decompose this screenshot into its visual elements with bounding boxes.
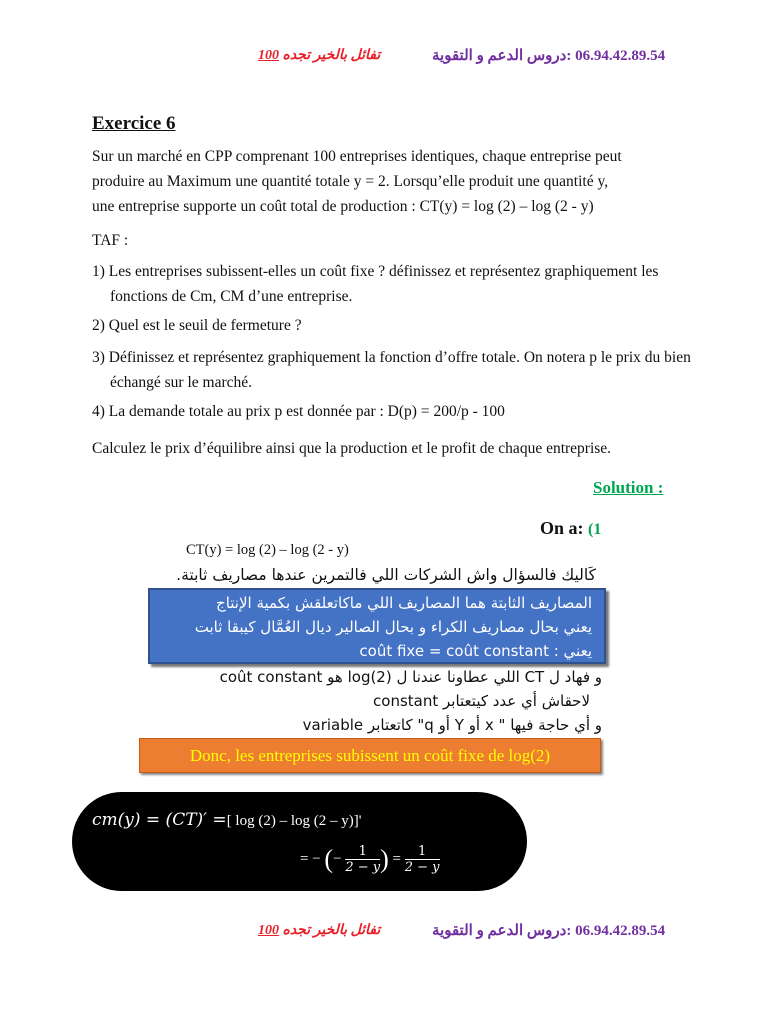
- exercise-statement-line-2: produire au Maximum une quantité totale y = 2. Lorsqu’elle produit une quantité y,: [92, 173, 609, 190]
- question-3: 3) Définissez et représentez graphiquement la fonction d’offre totale. On notera p le prix du bien échangé sur le marché.: [92, 349, 691, 391]
- arabic-explanation-line-3: لاحقاش أي عدد كيتعتابر constant: [373, 692, 590, 710]
- eq2-equals: =: [392, 850, 401, 867]
- question-1: 1) Les entreprises subissent-elles un coût fixe ? définissez et représentez graphiquement les fonctions de Cm, CM d’une entreprise.: [92, 263, 659, 305]
- box-line-2: يعني بحال مصاريف الكراء و بحال الصالير ديال العُمَّال كيبقا ثابت: [194, 618, 592, 636]
- page-header: [0, 47, 768, 67]
- solution-heading: Solution :: [593, 478, 664, 497]
- fraction-1: [345, 844, 380, 875]
- on-a-label: On a:: [540, 518, 584, 538]
- question-5: Calculez le prix d’équilibre ainsi que la production et le profit de chaque entreprise.: [92, 440, 612, 457]
- box-line-3: يعني : coût fixe = coût constant: [359, 642, 592, 660]
- open-paren: (: [324, 844, 334, 874]
- header-contact: 06.94.42.89.54 :دروس الدعم و التقوية: [432, 48, 666, 64]
- derivative-equation-box: [72, 792, 527, 891]
- close-paren: ): [380, 844, 389, 874]
- footer-contact: 06.94.42.89.54 :دروس الدعم و التقوية: [432, 923, 666, 939]
- question-4: 4) La demande totale au prix p est donnée par : D(p) = 200/p - 100: [92, 403, 505, 420]
- derivative-equation-line-1: [92, 810, 361, 830]
- footer-slogan: تفائل بالخير تجده 100: [258, 923, 381, 938]
- exercise-statement-line-3: une entreprise supporte un coût total de production : CT(y) = log (2) – log (2 - y): [92, 198, 594, 215]
- conclusion-box: Donc, les entreprises subissent un coût fixe de log(2): [139, 738, 601, 773]
- derivative-lhs: cm(y) = (CT)′ =: [92, 810, 227, 830]
- on-a-heading: [540, 518, 601, 539]
- arabic-explanation-line-2: و فهاد ل CT اللي عطاونا عندنا ل log(2) هو coût constant: [219, 668, 602, 686]
- fraction-2-denominator: 2 − y: [404, 860, 440, 875]
- taf-label: TAF :: [92, 232, 129, 249]
- header-slogan: تفائل بالخير تجده 100: [258, 48, 381, 63]
- arabic-explanation-line-1: كَاليك فالسؤال واش الشركات اللي فالتمرين عندها مصاريف ثابتة.: [176, 566, 596, 584]
- exercise-statement-line-1: Sur un marché en CPP comprenant 100 entreprises identiques, chaque entreprise peut: [92, 148, 622, 165]
- exercise-title: Exercice 6: [92, 113, 176, 134]
- eq2-prefix: = −: [300, 850, 321, 867]
- header-slogan-number: 100: [258, 48, 279, 63]
- footer-slogan-number: 100: [258, 923, 279, 938]
- eq2-inner-sign: −: [333, 850, 342, 867]
- fraction-1-numerator: 1: [358, 844, 367, 859]
- part-number: (1: [588, 521, 602, 538]
- ct-formula: CT(y) = log (2) – log (2 - y): [186, 542, 349, 558]
- box-line-1: المصاريف الثابتة هما المصاريف اللي ماكاتعلقش بكمية الإنتاج: [216, 594, 592, 612]
- question-2: 2) Quel est le seuil de fermeture ?: [92, 317, 302, 334]
- derivative-equation-line-2: [300, 844, 440, 875]
- fraction-2-numerator: 1: [417, 844, 427, 859]
- fraction-1-denominator: 2 − y: [345, 860, 381, 875]
- derivative-rhs: [ log (2) – log (2 – y)]': [226, 813, 362, 829]
- fixed-cost-definition-box: [148, 588, 606, 664]
- arabic-explanation-line-4: و أي حاجة فيها " x أو Y أو q" كاتعتابر variable: [302, 716, 602, 734]
- page-footer: [0, 922, 768, 942]
- fraction-2: [405, 844, 440, 875]
